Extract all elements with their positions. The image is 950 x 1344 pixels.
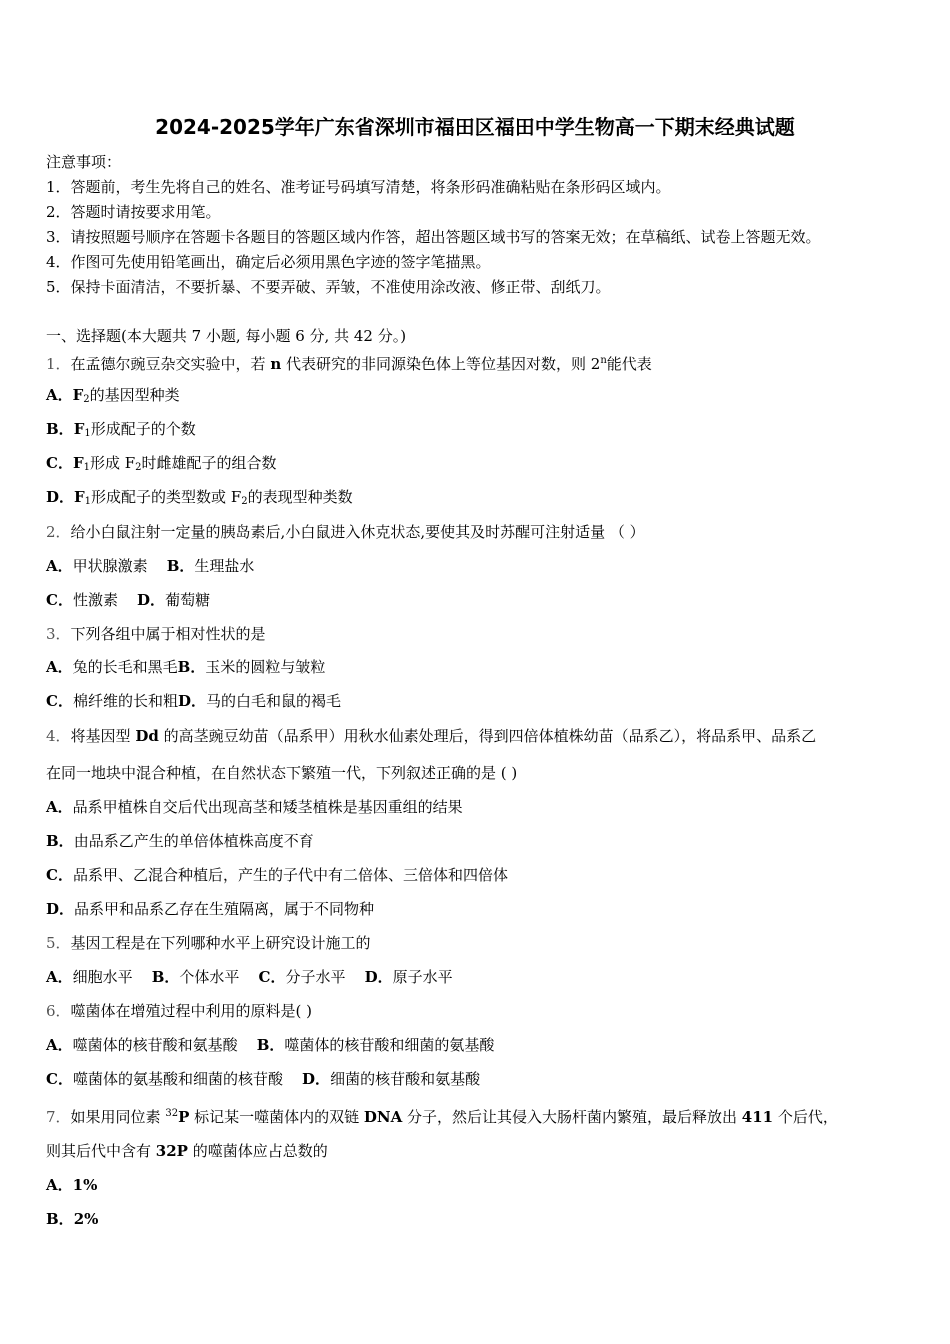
q4-option-a: A．品系甲植株自交后代出现高茎和矮茎植株是基因重组的结果 bbox=[46, 798, 463, 816]
question-5: 5．基因工程是在下列哪种水平上研究设计施工的 bbox=[46, 934, 371, 952]
question-2: 2．给小白鼠注射一定量的胰岛素后,小白鼠进入休克状态,要使其及时苏醒可注射适量 （ ） bbox=[46, 523, 645, 541]
notice-item-2: 2．答题时请按要求用笔。 bbox=[46, 203, 221, 221]
question-3: 3．下列各组中属于相对性状的是 bbox=[46, 625, 266, 643]
section-heading: 一、选择题(本大题共 7 小题, 每小题 6 分, 共 42 分。) bbox=[46, 327, 407, 345]
q4-option-b: B．由品系乙产生的单倍体植株高度不育 bbox=[46, 832, 314, 850]
q1-option-b: B．$F_1$形成配子的个数 bbox=[46, 420, 196, 439]
notice-heading: 注意事项： bbox=[46, 153, 122, 171]
q6-options-row-2: C．噬菌体的氨基酸和细菌的核苷酸 D．细菌的核苷酸和氨基酸 bbox=[46, 1070, 481, 1088]
question-6: 6．噬菌体在增殖过程中利用的原料是( ) bbox=[46, 1002, 313, 1020]
notice-item-3: 3．请按照题号顺序在答题卡各题目的答题区域内作答，超出答题区域书写的答案无效；在草稿纸、试卷上答题无效。 bbox=[46, 228, 821, 246]
q6-options-row-1: A．噬菌体的核苷酸和氨基酸 B．噬菌体的核苷酸和细菌的氨基酸 bbox=[46, 1036, 495, 1054]
question-7-continued: 则其后代中含有 32P 的噬菌体应占总数的 bbox=[46, 1142, 328, 1160]
q2-options-row-1: A．甲状腺激素 B．生理盐水 bbox=[46, 557, 255, 575]
q1-option-c: C．$F_1$形成 $F_2$时雌雄配子的组合数 bbox=[46, 454, 277, 473]
notice-item-1: 1．答题前，考生先将自己的姓名、准考证号码填写清楚，将条形码准确粘贴在条形码区域内。 bbox=[46, 178, 671, 196]
q4-option-c: C．品系甲、乙混合种植后，产生的子代中有二倍体、三倍体和四倍体 bbox=[46, 866, 508, 884]
q1-option-a: A．$F_2$的基因型种类 bbox=[46, 386, 180, 405]
q3-options-row-1: A．兔的长毛和黑毛B．玉米的圆粒与皱粒 bbox=[46, 658, 326, 676]
page-title: 2024-2025学年广东省深圳市福田区福田中学生物高一下期末经典试题 bbox=[155, 115, 795, 139]
q1-option-d: D．$F_1$形成配子的类型数或 $F_2$的表现型种类数 bbox=[46, 488, 353, 507]
q7-option-b: B．2% bbox=[46, 1210, 99, 1228]
q5-options: A．细胞水平 B．个体水平 C．分子水平 D．原子水平 bbox=[46, 968, 453, 986]
q4-option-d: D．品系甲和品系乙存在生殖隔离，属于不同物种 bbox=[46, 900, 375, 918]
question-1: 1．在孟德尔豌豆杂交实验中，若 n 代表研究的非同源染色体上等位基因对数，则 2$^n$能代表 bbox=[46, 355, 652, 373]
question-number: 1． bbox=[46, 355, 71, 373]
question-7: 7．如果用同位素 $^{32}$P 标记某一噬菌体内的双链 DNA 分子，然后让其侵入大肠杆菌内繁殖，最后释放出 411 个后代， bbox=[46, 1108, 838, 1126]
notice-item-4: 4．作图可先使用铅笔画出，确定后必须用黑色字迹的签字笔描黑。 bbox=[46, 253, 491, 271]
question-4-continued: 在同一地块中混合种植，在自然状态下繁殖一代，下列叙述正确的是 ( ) bbox=[46, 764, 518, 782]
q2-options-row-2: C．性激素 D．葡萄糖 bbox=[46, 591, 211, 609]
question-4: 4．将基因型 Dd 的高茎豌豆幼苗（品系甲）用秋水仙素处理后，得到四倍体植株幼苗（品系乙），将品系甲、品系乙 bbox=[46, 727, 817, 745]
q3-options-row-2: C．棉纤维的长和粗D．马的白毛和鼠的褐毛 bbox=[46, 692, 341, 710]
notice-item-5: 5．保持卡面清洁，不要折暴、不要弄破、弄皱，不准使用涂改液、修正带、刮纸刀。 bbox=[46, 278, 611, 296]
q7-option-a: A．1% bbox=[46, 1176, 98, 1194]
